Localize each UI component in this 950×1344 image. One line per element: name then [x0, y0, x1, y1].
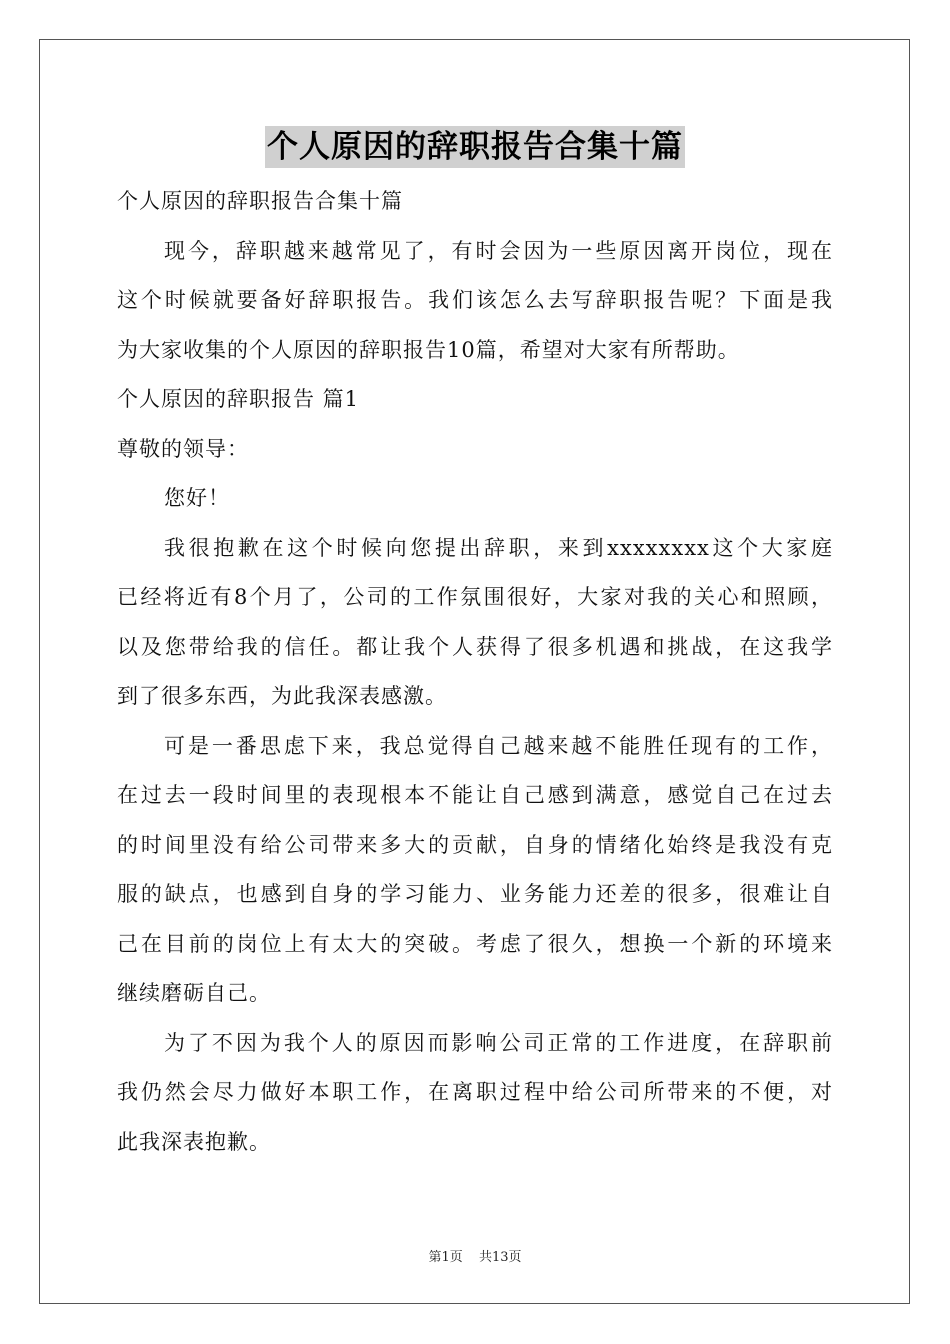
paragraph-line: 己在目前的岗位上有太大的突破。考虑了很久，想换一个新的环境来: [117, 931, 833, 956]
paragraph-line: 我很抱歉在这个时候向您提出辞职，来到xxxxxxxx这个大家庭: [164, 535, 833, 560]
paragraph-line: 的时间里没有给公司带来多大的贡献，自身的情绪化始终是我没有克: [117, 832, 833, 857]
title-container: [0, 126, 950, 168]
subtitle-line: 个人原因的辞职报告合集十篇: [117, 189, 403, 213]
paragraph-line: 我仍然会尽力做好本职工作，在离职过程中给公司所带来的不便，对: [117, 1080, 833, 1104]
paragraph-line: 可是一番思虑下来，我总觉得自己越来越不能胜任现有的工作，: [164, 733, 833, 758]
page-total: 共13页: [478, 1250, 522, 1265]
paragraph-line: 这个时候就要备好辞职报告。我们该怎么去写辞职报告呢？下面是我: [117, 288, 833, 312]
section-heading: 个人原因的辞职报告 篇1: [117, 387, 360, 411]
paragraph-line: 到了很多东西，为此我深表感激。: [117, 684, 447, 708]
paragraph-line: 已经将近有8个月了，公司的工作氛围很好，大家对我的关心和照顾，: [117, 585, 833, 609]
paragraph-line: 此我深表抱歉。: [117, 1129, 271, 1154]
paragraph-line: 在过去一段时间里的表现根本不能让自己感到满意，感觉自己在过去: [117, 783, 833, 807]
page-footer: [0, 1246, 950, 1265]
paragraph-line: 服的缺点，也感到自身的学习能力、业务能力还差的很多，很难让自: [117, 882, 833, 906]
salutation: 尊敬的领导：: [117, 436, 249, 461]
paragraph-line: 以及您带给我的信任。都让我个人获得了很多机遇和挑战，在这我学: [117, 634, 833, 659]
paragraph-line: 现今，辞职越来越常见了，有时会因为一些原因离开岗位，现在: [164, 238, 833, 263]
paragraph-line: 继续磨砺自己。: [117, 981, 271, 1005]
paragraph-line: 为大家收集的个人原因的辞职报告10篇，希望对大家有所帮助。: [117, 337, 740, 362]
paragraph-line: 为了不因为我个人的原因而影响公司正常的工作进度，在辞职前: [164, 1030, 833, 1055]
document-title: 个人原因的辞职报告合集十篇: [265, 126, 685, 168]
page-number: 第1页: [428, 1250, 463, 1265]
greeting: 您好！: [164, 486, 230, 510]
document-body: [117, 177, 833, 1167]
